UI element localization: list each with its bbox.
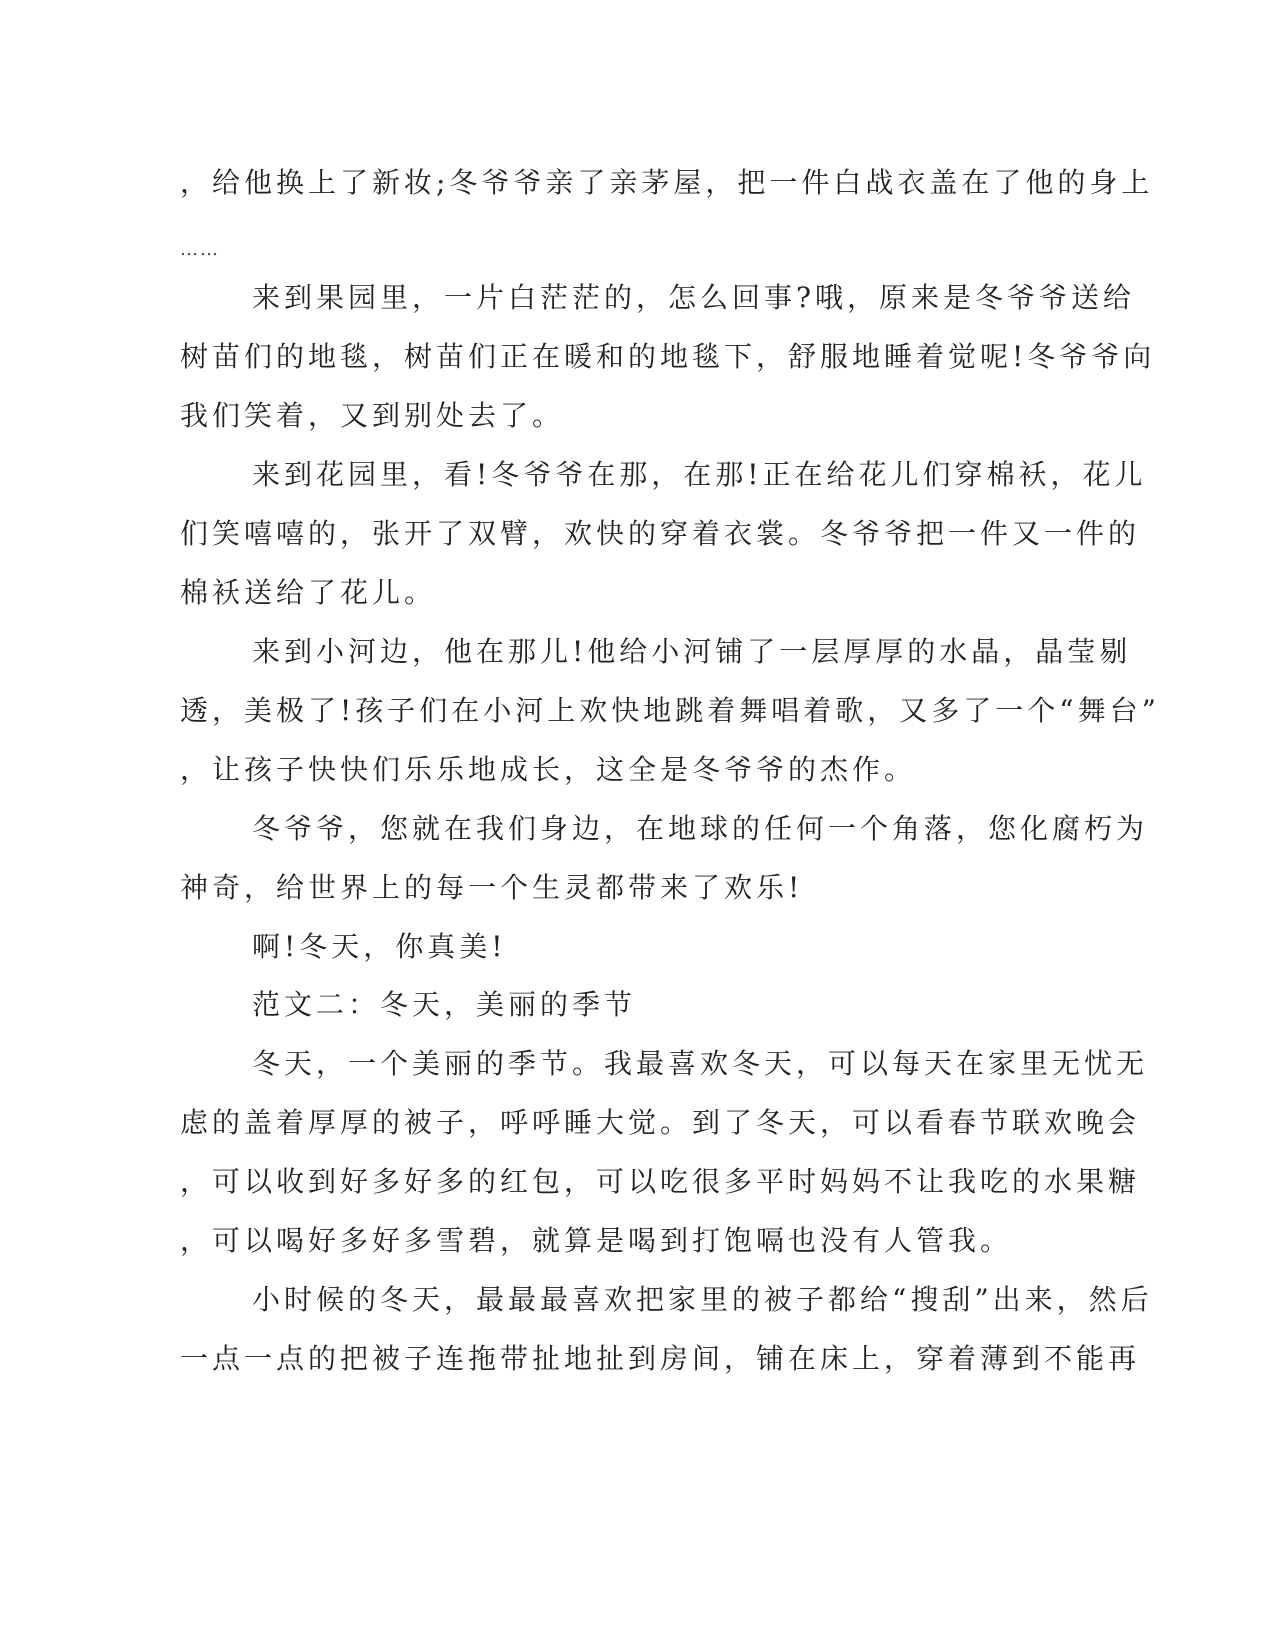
text-line: 树苗们的地毯，树苗们正在暖和的地毯下，舒服地睡着觉呢!冬爷爷向: [180, 340, 1156, 373]
paragraph-start-line: 冬天，一个美丽的季节。我最喜欢冬天，可以每天在家里无忧无: [252, 1047, 1149, 1080]
text-line: ，让孩子快快们乐乐地成长，这全是冬爷爷的杰作。: [180, 753, 917, 786]
text-line: 棉袄送给了花儿。: [180, 576, 437, 609]
paragraph-start-line: 来到果园里，一片白茫茫的，怎么回事?哦，原来是冬爷爷送给: [252, 281, 1136, 314]
text-line: ，可以收到好多好多的红包，可以吃很多平时妈妈不让我吃的水果糖: [180, 1165, 1141, 1198]
paragraph-start-line: 来到花园里，看!冬爷爷在那，在那!正在给花儿们穿棉袄，花儿: [252, 458, 1147, 491]
paragraph-start-line: 小时候的冬天，最最最喜欢把家里的被子都给“搜刮”出来，然后: [252, 1283, 1153, 1316]
text-line: ，可以喝好多好多雪碧，就算是喝到打饱嗝也没有人管我。: [180, 1224, 1013, 1257]
paragraph-start-line: 来到小河边，他在那儿!他给小河铺了一层厚厚的水晶，晶莹剔: [252, 635, 1132, 668]
text-line: 我们笑着，又到别处去了。: [180, 399, 565, 432]
text-line: 一点一点的把被子连拖带扯地扯到房间，铺在床上，穿着薄到不能再: [180, 1342, 1141, 1375]
text-line: 透，美极了!孩子们在小河上欢快地跳着舞唱着歌，又多了一个“舞台”: [180, 694, 1160, 727]
paragraph-start-line: 啊!冬天，你真美!: [252, 930, 507, 963]
paragraph-start-line: 冬爷爷，您就在我们身边，在地球的任何一个角落，您化腐朽为: [252, 812, 1149, 845]
text-line: 虑的盖着厚厚的被子，呼呼睡大觉。到了冬天，可以看春节联欢晚会: [180, 1106, 1141, 1139]
section-heading: 范文二：冬天，美丽的季节: [252, 988, 637, 1021]
text-line: ，给他换上了新妆;冬爷爷亲了亲茅屋，把一件白战衣盖在了他的身上: [180, 166, 1154, 199]
text-line: 们笑嘻嘻的，张开了双臂，欢快的穿着衣裳。冬爷爷把一件又一件的: [180, 517, 1141, 550]
text-line: 神奇，给世界上的每一个生灵都带来了欢乐!: [180, 871, 804, 904]
ellipsis-line: ……: [180, 239, 220, 260]
